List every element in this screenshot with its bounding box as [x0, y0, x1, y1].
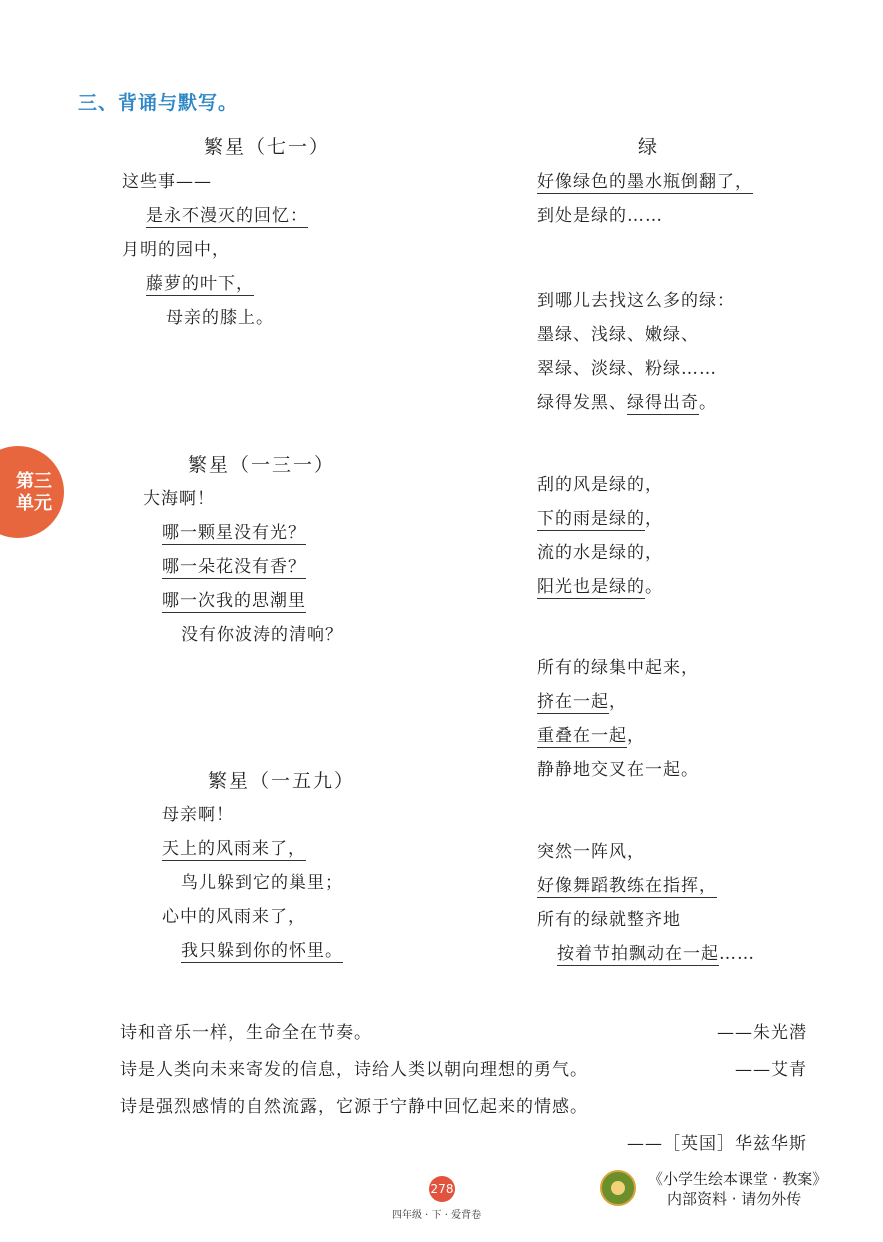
poem-line: [537, 719, 645, 753]
poem-line: 这些事——: [122, 172, 212, 192]
poem-line: 流的水是绿的，: [537, 543, 663, 563]
underlined-text: 我只躲到你的怀里。: [181, 941, 343, 961]
book-label: 四年级 · 下 · 爱背卷: [392, 1210, 482, 1221]
brand-line2: 内部资料 · 请勿外传: [667, 1190, 802, 1208]
brand-logo-icon: [600, 1170, 636, 1206]
quote-text: 诗是人类向未来寄发的信息，诗给人类以朝向理想的勇气。: [120, 1060, 588, 1080]
unit-tab-line1: 第三: [16, 471, 52, 492]
underlined-text: 绿得出奇: [627, 393, 699, 413]
punctuation: 。: [699, 393, 717, 413]
poem-line: 月明的园中，: [122, 240, 230, 260]
underlined-text: 是永不漫灭的回忆：: [146, 206, 308, 226]
underlined-text: 挤在一起: [537, 692, 609, 712]
poem-line: 所有的绿集中起来，: [537, 658, 699, 678]
poem-line: [146, 267, 254, 301]
poem-line: [537, 685, 627, 719]
section-title: 三、背诵与默写。: [78, 92, 239, 114]
poem-title-131: 繁星（一三一）: [188, 454, 336, 476]
poem-line: [537, 386, 717, 420]
quote-author: ——朱光潜: [717, 1023, 807, 1043]
poem-line: 心中的风雨来了，: [162, 907, 306, 927]
quote-text: 诗和音乐一样，生命全在节奏。: [120, 1023, 372, 1043]
poem-line: [162, 516, 306, 550]
underlined-text: 好像绿色的墨水瓶倒翻了，: [537, 172, 753, 192]
poem-line: 所有的绿就整齐地: [537, 910, 681, 930]
underlined-text: 哪一朵花没有香？: [162, 557, 306, 577]
poem-line: 到哪儿去找这么多的绿：: [537, 291, 735, 311]
poem-line: 母亲的膝上。: [166, 308, 274, 328]
poem-line: 突然一阵风，: [537, 842, 645, 862]
poem-title-159: 繁星（一五九）: [208, 770, 356, 792]
poem-line: 静静地交叉在一起。: [537, 760, 699, 780]
underlined-text: 下的雨是绿的: [537, 509, 645, 529]
poem-title-green: 绿: [638, 136, 660, 158]
poem-line: 没有你波涛的清响？: [181, 625, 343, 645]
punctuation: ，: [627, 726, 645, 746]
punctuation: ，: [645, 509, 663, 529]
poem-line: 母亲啊！: [162, 805, 234, 825]
poem-line: [162, 832, 306, 866]
underlined-text: 好像舞蹈教练在指挥，: [537, 876, 717, 896]
poem-line: [557, 937, 755, 971]
page-number: 278: [429, 1176, 455, 1202]
poem-line: 翠绿、淡绿、粉绿……: [537, 359, 717, 379]
punctuation: ，: [609, 692, 627, 712]
poem-line: [146, 199, 308, 233]
poem-line: 墨绿、浅绿、嫩绿、: [537, 325, 699, 345]
poem-line: 刮的风是绿的，: [537, 475, 663, 495]
quote-author: ——［英国］华兹华斯: [627, 1134, 807, 1154]
quote-text: 诗是强烈感情的自然流露，它源于宁静中回忆起来的情感。: [120, 1097, 588, 1117]
underlined-text: 阳光也是绿的: [537, 577, 645, 597]
underlined-text: 天上的风雨来了，: [162, 839, 306, 859]
quote-author: ——艾青: [735, 1060, 807, 1080]
poem-title-71: 繁星（七一）: [204, 136, 331, 158]
poem-line: 鸟儿躲到它的巢里；: [181, 873, 343, 893]
underlined-text: 哪一次我的思潮里: [162, 591, 306, 611]
underlined-text: 按着节拍飘动在一起: [557, 944, 719, 964]
poem-line: [162, 584, 306, 618]
poem-line: 大海啊！: [143, 489, 215, 509]
poem-line: [162, 550, 306, 584]
ellipsis: ……: [719, 944, 755, 964]
unit-tab: [0, 446, 64, 538]
poem-line: [537, 869, 717, 903]
poem-line: [537, 570, 663, 604]
brand-line1: 《小学生绘本课堂 · 教案》: [648, 1170, 828, 1188]
punctuation: 。: [645, 577, 663, 597]
underlined-text: 重叠在一起: [537, 726, 627, 746]
underlined-text: 哪一颗星没有光？: [162, 523, 306, 543]
poem-text: 绿得发黑、: [537, 393, 627, 413]
unit-tab-line2: 单元: [16, 493, 52, 514]
poem-line: 到处是绿的……: [537, 206, 663, 226]
poem-line: [537, 502, 663, 536]
poem-line: [181, 934, 343, 968]
underlined-text: 藤萝的叶下，: [146, 274, 254, 294]
poem-line: [537, 165, 753, 199]
